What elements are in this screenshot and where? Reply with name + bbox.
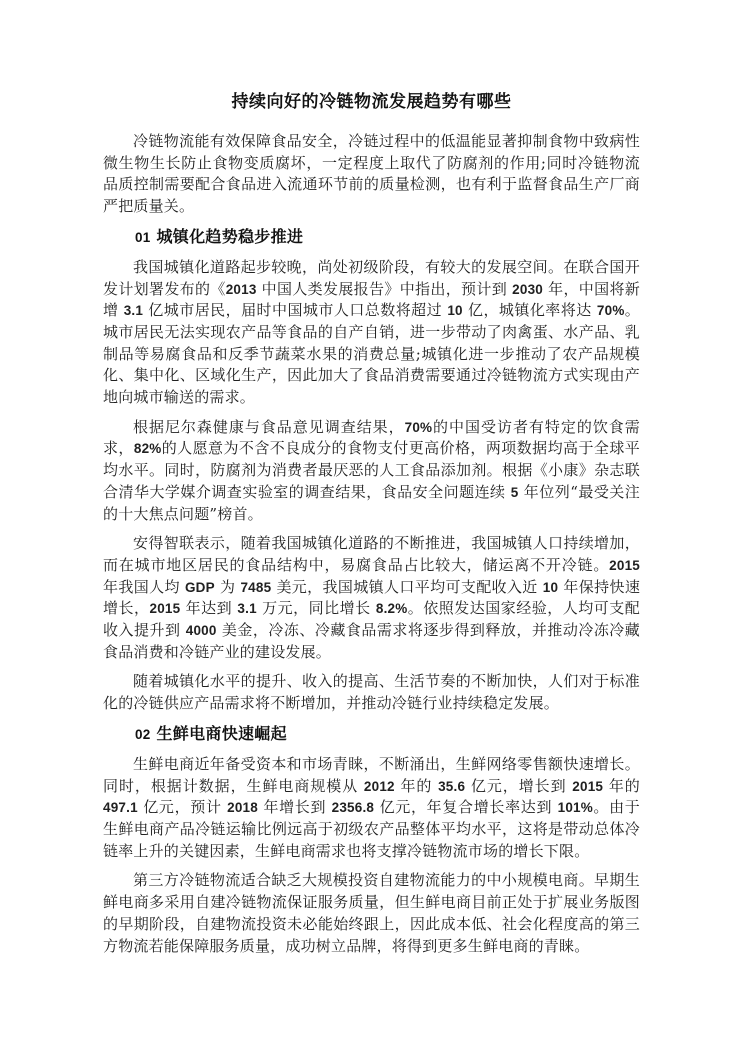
section-heading-02: 02 生鲜电商快速崛起 — [135, 723, 287, 743]
paragraph-third-party-logistics: 第三方冷链物流适合缺乏大规模投资自建物流能力的中小规模电商。早期生鲜电商多采用自建冷链物流保证服务质量，但生鲜电商目前正处于扩展业务版图的早期阶段，自建物流投资未必能始终跟上，因此成本低、社会化程度高的第三方物流若能保障服务质量，成功树立品牌，将得到更多生鲜电商的青睐。 — [103, 871, 640, 955]
paragraph-annto-statement: 安得智联表示，随着我国城镇化道路的不断推进，我国城镇人口持续增加，而在城市地区居民的食品结构中，易腐食品占比较大，储运离不开冷链。2015 年我国人均 GDP 为 7485 美元，我国城镇人口平均可支配收入近 10 年保持快速增长，2015 年达到 3.1 万元，同比增长 8.2%。依照发达国家经验，人均可支配收入提升到 4000 美金，冷冻、冷藏食品需求将逐步得到释放，并推动冷冻冷藏食品消费和冷链产业的建设发展。 — [103, 534, 641, 661]
section-heading-01: 01 城镇化趋势稳步推进 — [135, 226, 304, 246]
paragraph-urbanization-overview: 我国城镇化道路起步较晚，尚处初级阶段，有较大的发展空间。在联合国开发计划署发布的《2013 中国人类发展报告》中指出，预计到 2030 年，中国将新增 3.1 亿城市居民，届时中国城市人口总数将超过 10 亿，城镇化率将达 70%。城市居民无法实现农产品等食品的自产自销，进一步带动了肉禽蛋、水产品、乳制品等易腐食品和反季节蔬菜水果的消费总量;城镇化进一步推动了农产品规模化、集中化、区域化生产，因此加大了食品消费需要通过冷链物流方式实现由产地向城市输送的需求。 — [103, 257, 641, 407]
paragraph-intro: 冷链物流能有效保障食品安全，冷链过程中的低温能显著抑制食物中致病性微生物生长防止食物变质腐坏，一定程度上取代了防腐剂的作用;同时冷链物流品质控制需要配合食品进入流通环节前的质量检测，也有利于监督食品生产厂商严把质量关。 — [103, 132, 640, 216]
paragraph-nielsen-survey: 根据尼尔森健康与食品意见调查结果，70%的中国受访者有特定的饮食需求，82%的人愿意为不含不良成分的食物支付更高价格，两项数据均高于全球平均水平。同时，防腐剂为消费者最厌恶的人工食品添加剂。根据《小康》杂志联合清华大学媒介调查实验室的调查结果，食品安全问题连续 5 年位列“最受关注的十大焦点问题”榜首。 — [103, 417, 640, 523]
paragraph-fresh-ecommerce-growth: 生鲜电商近年备受资本和市场青睐，不断涌出，生鲜网络零售额快速增长。同时，根据计数据，生鲜电商规模从 2012 年的 35.6 亿元，增长到 2015 年的 497.1 亿元，预计 2018 年增长到 2356.8 亿元，年复合增长率达到 101%。由于生鲜电商产品冷链运输比例远高于初级农产品整体平均水平，这将是带动总体冷链率上升的关键因素，生鲜电商需求也将支撑冷链物流市场的增长下限。 — [103, 754, 641, 860]
paragraph-urbanization-conclusion: 随着城镇化水平的提升、收入的提高、生活节奏的不断加快，人们对于标准化的冷链供应产品需求将不断增加，并推动冷链行业持续稳定发展。 — [103, 672, 640, 713]
document-title: 持续向好的冷链物流发展趋势有哪些 — [231, 92, 512, 112]
